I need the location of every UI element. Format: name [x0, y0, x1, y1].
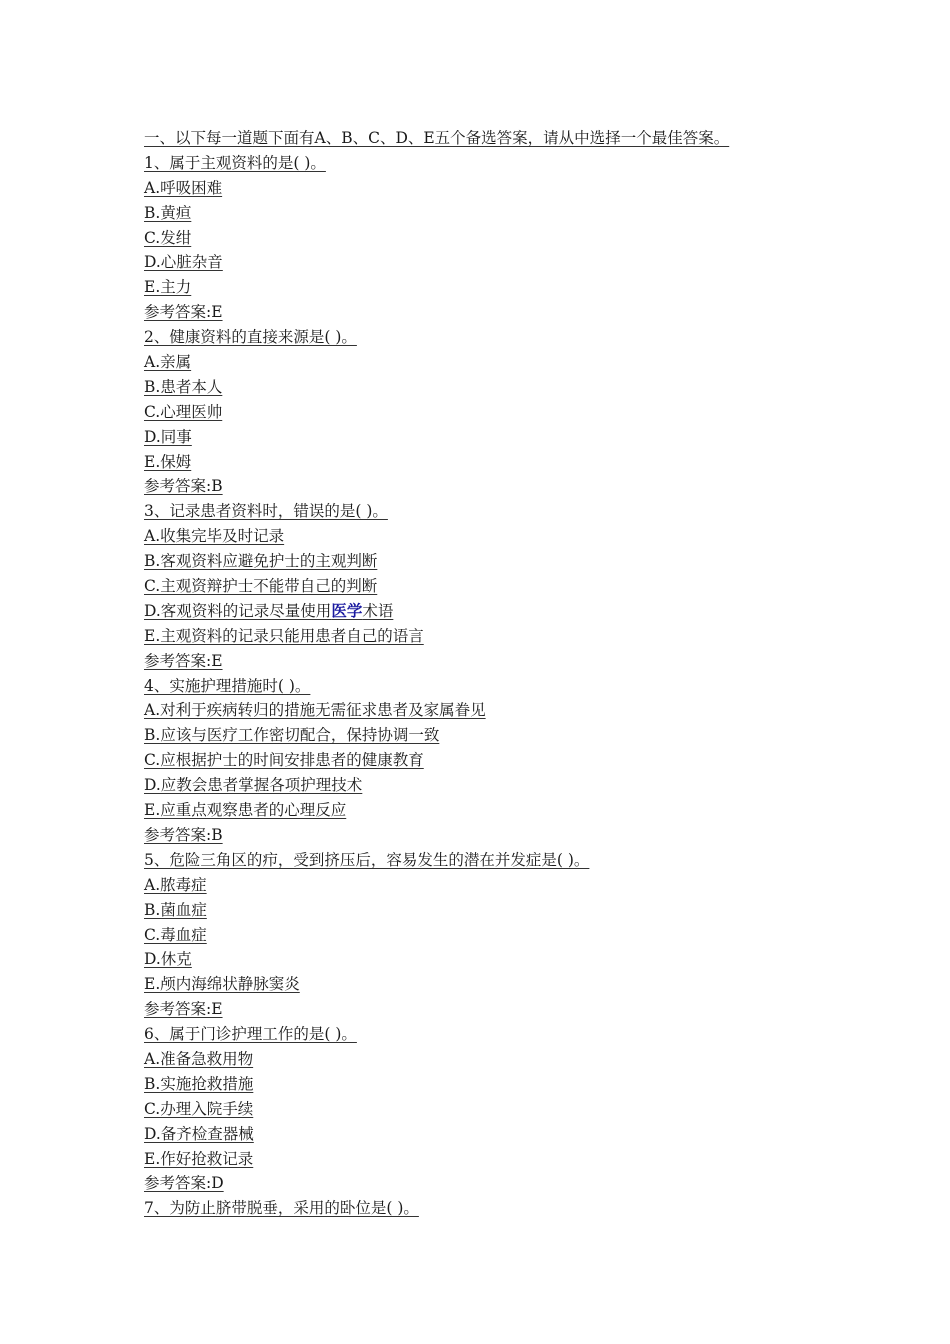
- answer-option-text: C.发绀: [144, 228, 192, 247]
- answer-option: [144, 400, 904, 425]
- answer-option-text: D.客观资料的记录尽量使用医学术语: [144, 600, 394, 620]
- answer-option-text: E.主观资料的记录只能用患者自己的语言: [144, 626, 424, 645]
- question-stem: [144, 151, 904, 176]
- answer-option: [144, 898, 904, 923]
- answer-option: [144, 350, 904, 375]
- answer-option-text: A.准备急救用物: [144, 1049, 254, 1068]
- answer-option-text: D.同事: [144, 427, 192, 446]
- question-stem-text: 7、为防止脐带脱垂，采用的卧位是( )。: [144, 1199, 419, 1218]
- reference-answer: [144, 649, 904, 674]
- answer-option: [144, 947, 904, 972]
- answer-option-text: B.患者本人: [144, 377, 223, 396]
- answer-option: [144, 773, 904, 798]
- answer-option: [144, 748, 904, 773]
- answer-option-text: B.菌血症: [144, 900, 207, 919]
- question-stem: [144, 325, 904, 350]
- answer-option-text: A.脓毒症: [144, 875, 207, 894]
- answer-option: [144, 1097, 904, 1122]
- reference-answer-text: 参考答案:E: [144, 303, 223, 322]
- answer-option: [144, 624, 904, 649]
- question-stem-text: 3、记录患者资料时，错误的是( )。: [144, 502, 388, 521]
- answer-option: [144, 524, 904, 549]
- reference-answer: [144, 300, 904, 325]
- reference-answer: [144, 997, 904, 1022]
- answer-option: [144, 176, 904, 201]
- answer-option: [144, 698, 904, 723]
- answer-option-text: A.亲属: [144, 353, 192, 372]
- answer-option-text: B.黄疸: [144, 203, 192, 222]
- answer-option: [144, 972, 904, 997]
- answer-option: [144, 574, 904, 599]
- question-stem: [144, 1196, 904, 1221]
- question-stem: [144, 1022, 904, 1047]
- medical-link[interactable]: 医学: [331, 600, 363, 620]
- question-stem-text: 6、属于门诊护理工作的是( )。: [144, 1025, 357, 1044]
- answer-option-text: C.办理入院手续: [144, 1099, 254, 1118]
- reference-answer: [144, 474, 904, 499]
- question-stem-text: 5、危险三角区的疖，受到挤压后，容易发生的潜在并发症是( )。: [144, 850, 590, 869]
- question-stem: [144, 848, 904, 873]
- reference-answer-text: 参考答案:E: [144, 1000, 223, 1019]
- answer-option: [144, 250, 904, 275]
- question-stem-text: 2、健康资料的直接来源是( )。: [144, 328, 357, 347]
- question-stem-text: 4、实施护理措施时( )。: [144, 676, 311, 695]
- answer-option-text: B.实施抢救措施: [144, 1074, 254, 1093]
- question-stem: [144, 499, 904, 524]
- answer-option: [144, 1122, 904, 1147]
- answer-option-text: C.主观资辩护士不能带自己的判断: [144, 577, 378, 596]
- reference-answer: [144, 1171, 904, 1196]
- answer-option-text: C.心理医帅: [144, 402, 223, 421]
- answer-option-text: A.呼吸困难: [144, 178, 223, 197]
- reference-answer-text: 参考答案:B: [144, 825, 223, 844]
- reference-answer-text: 参考答案:B: [144, 477, 223, 496]
- answer-option-text: E.保姆: [144, 452, 192, 471]
- answer-option: [144, 723, 904, 748]
- answer-option: [144, 375, 904, 400]
- answer-option-text: E.主力: [144, 278, 192, 297]
- answer-option-text: D.应教会患者掌握各项护理技术: [144, 776, 363, 795]
- answer-option: [144, 450, 904, 475]
- answer-option-text: D.休克: [144, 950, 192, 969]
- answer-option-text: C.毒血症: [144, 925, 207, 944]
- question-stem: [144, 674, 904, 699]
- answer-option: [144, 226, 904, 251]
- answer-option-text: E.作好抢救记录: [144, 1149, 254, 1168]
- answer-option-text: D.备齐检查器械: [144, 1124, 254, 1143]
- answer-option: [144, 873, 904, 898]
- answer-option: [144, 201, 904, 226]
- section-header: [144, 126, 904, 151]
- answer-option-text: E.颅内海绵状静脉窦炎: [144, 975, 300, 994]
- answer-option: [144, 1072, 904, 1097]
- answer-option: [144, 1047, 904, 1072]
- question-stem-text: 1、属于主观资料的是( )。: [144, 153, 326, 172]
- answer-option: [144, 599, 904, 624]
- answer-option: [144, 275, 904, 300]
- answer-option: [144, 923, 904, 948]
- answer-option: [144, 425, 904, 450]
- answer-option-text: C.应根据护士的时间安排患者的健康教育: [144, 751, 424, 770]
- document-body: [144, 126, 904, 1221]
- answer-option-text: E.应重点观察患者的心理反应: [144, 801, 347, 820]
- answer-option-text: A.对利于疾病转归的措施无需征求患者及家属眷见: [144, 701, 486, 720]
- answer-option-text: B.客观资料应避免护士的主观判断: [144, 552, 378, 571]
- reference-answer-text: 参考答案:E: [144, 651, 223, 670]
- answer-option: [144, 549, 904, 574]
- section-header-text: 一、以下每一道题下面有A、B、C、D、E五个备选答案，请从中选择一个最佳答案。: [144, 129, 730, 147]
- answer-option-text: D.心脏杂音: [144, 253, 223, 272]
- answer-option-text: A.收集完毕及时记录: [144, 527, 285, 546]
- answer-option-text: B.应该与医疗工作密切配合，保持协调一致: [144, 726, 440, 745]
- answer-option: [144, 798, 904, 823]
- answer-option: [144, 1147, 904, 1172]
- reference-answer-text: 参考答案:D: [144, 1174, 224, 1193]
- reference-answer: [144, 823, 904, 848]
